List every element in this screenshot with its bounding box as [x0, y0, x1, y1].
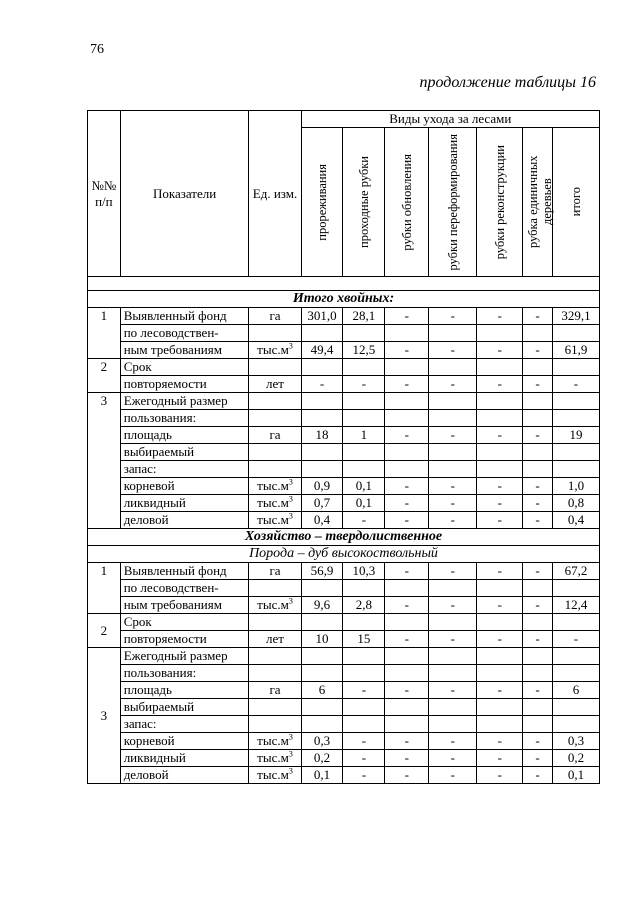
unit-cell — [249, 716, 301, 733]
value-cell — [523, 325, 553, 342]
value-cell: 9,6 — [301, 597, 343, 614]
value-cell: - — [385, 376, 429, 393]
value-cell — [523, 665, 553, 682]
forest-care-table — [87, 110, 600, 784]
table-row — [88, 512, 600, 529]
value-cell — [552, 444, 599, 461]
value-cell: - — [385, 495, 429, 512]
value-cell: - — [523, 427, 553, 444]
table-row — [88, 461, 600, 478]
value-cell: - — [523, 495, 553, 512]
value-cell: 6 — [301, 682, 343, 699]
value-cell: - — [429, 427, 477, 444]
value-cell — [343, 665, 385, 682]
indicator-label: Выявленный фонд — [120, 563, 249, 580]
value-cell: 0,7 — [301, 495, 343, 512]
value-cell — [477, 359, 523, 376]
value-cell — [523, 444, 553, 461]
table-row — [88, 750, 600, 767]
value-cell: 301,0 — [301, 308, 343, 325]
header-care-types: Виды ухода за лесами — [301, 111, 599, 128]
value-cell: 0,1 — [343, 478, 385, 495]
value-cell: - — [343, 376, 385, 393]
value-cell — [301, 444, 343, 461]
unit-cell: га — [249, 427, 301, 444]
value-cell: - — [429, 682, 477, 699]
value-cell: - — [552, 631, 599, 648]
value-cell: 0,3 — [301, 733, 343, 750]
header-indicators: Показатели — [120, 111, 249, 277]
value-cell — [385, 580, 429, 597]
value-cell: - — [385, 733, 429, 750]
value-cell: 67,2 — [552, 563, 599, 580]
value-cell — [477, 648, 523, 665]
value-cell: - — [523, 750, 553, 767]
indicator-label: Ежегодный размер — [120, 648, 249, 665]
value-cell: - — [523, 342, 553, 359]
value-cell — [343, 444, 385, 461]
table-row — [88, 427, 600, 444]
value-cell — [523, 410, 553, 427]
value-cell — [301, 699, 343, 716]
value-cell — [523, 580, 553, 597]
value-cell — [301, 580, 343, 597]
unit-cell — [249, 665, 301, 682]
value-cell — [385, 393, 429, 410]
indicator-label: по лесоводствен- — [120, 580, 249, 597]
unit-cell — [249, 580, 301, 597]
value-cell: 0,2 — [301, 750, 343, 767]
value-cell: - — [343, 682, 385, 699]
value-cell: - — [429, 767, 477, 784]
value-cell: - — [429, 512, 477, 529]
value-cell: - — [523, 631, 553, 648]
value-cell: - — [301, 376, 343, 393]
table-row — [88, 444, 600, 461]
value-cell: - — [343, 512, 385, 529]
value-cell: 0,9 — [301, 478, 343, 495]
value-cell — [523, 648, 553, 665]
value-cell: - — [385, 750, 429, 767]
value-cell: 56,9 — [301, 563, 343, 580]
value-cell — [552, 410, 599, 427]
value-cell: - — [385, 512, 429, 529]
value-cell: - — [477, 767, 523, 784]
value-cell: - — [343, 767, 385, 784]
indicator-label: корневой — [120, 733, 249, 750]
table-spacer-row — [88, 277, 600, 291]
row-number: 3 — [88, 648, 121, 784]
value-cell: 0,2 — [552, 750, 599, 767]
table-row — [88, 308, 600, 325]
indicator-label: Выявленный фонд — [120, 308, 249, 325]
value-cell — [301, 665, 343, 682]
value-cell: - — [523, 563, 553, 580]
value-cell — [343, 461, 385, 478]
value-cell — [301, 410, 343, 427]
unit-cell — [249, 393, 301, 410]
table-row — [88, 563, 600, 580]
section-title-hardwood: Хозяйство – твердолиственное — [88, 529, 600, 546]
header-col-renewal-cuttings: рубки обновления — [385, 128, 429, 277]
indicator-label: Срок — [120, 359, 249, 376]
value-cell — [552, 461, 599, 478]
value-cell — [429, 359, 477, 376]
unit-cell: $тыс.м^3$ — [249, 512, 301, 529]
value-cell: 10,3 — [343, 563, 385, 580]
unit-cell: $тыс.м^3$ — [249, 342, 301, 359]
row-number: 1 — [88, 308, 121, 359]
table-row — [88, 682, 600, 699]
value-cell: 10 — [301, 631, 343, 648]
value-cell: 329,1 — [552, 308, 599, 325]
header-col-single-tree-cutting: рубка единичных деревьев — [523, 128, 553, 277]
value-cell — [523, 716, 553, 733]
value-cell: - — [477, 512, 523, 529]
header-col-reformation-cuttings: рубки переформирования — [429, 128, 477, 277]
header-units: Ед. изм. — [249, 111, 301, 277]
value-cell — [301, 461, 343, 478]
value-cell — [343, 699, 385, 716]
value-cell: - — [429, 308, 477, 325]
value-cell — [477, 580, 523, 597]
value-cell — [343, 716, 385, 733]
table-row — [88, 716, 600, 733]
value-cell — [429, 716, 477, 733]
indicator-label: пользования: — [120, 410, 249, 427]
value-cell: 0,1 — [343, 495, 385, 512]
value-cell — [477, 665, 523, 682]
value-cell — [429, 699, 477, 716]
value-cell — [385, 325, 429, 342]
value-cell: - — [385, 308, 429, 325]
value-cell: - — [385, 631, 429, 648]
indicator-label: выбираемый — [120, 699, 249, 716]
value-cell — [385, 665, 429, 682]
value-cell — [477, 716, 523, 733]
value-cell — [552, 648, 599, 665]
value-cell — [343, 393, 385, 410]
table-row — [88, 767, 600, 784]
table-row — [88, 393, 600, 410]
indicator-label: Ежегодный размер — [120, 393, 249, 410]
value-cell — [385, 648, 429, 665]
unit-cell: га — [249, 308, 301, 325]
value-cell: 49,4 — [301, 342, 343, 359]
value-cell — [429, 410, 477, 427]
value-cell — [429, 461, 477, 478]
value-cell: 28,1 — [343, 308, 385, 325]
value-cell: - — [429, 342, 477, 359]
value-cell: - — [523, 597, 553, 614]
table-row — [88, 733, 600, 750]
unit-cell: $тыс.м^3$ — [249, 733, 301, 750]
table-row — [88, 580, 600, 597]
value-cell: 0,1 — [301, 767, 343, 784]
value-cell — [429, 614, 477, 631]
table-row — [88, 495, 600, 512]
value-cell — [343, 614, 385, 631]
unit-cell — [249, 461, 301, 478]
table-row — [88, 342, 600, 359]
value-cell: 6 — [552, 682, 599, 699]
value-cell: 18 — [301, 427, 343, 444]
value-cell: 1,0 — [552, 478, 599, 495]
table-row — [88, 699, 600, 716]
table-row — [88, 478, 600, 495]
value-cell — [523, 359, 553, 376]
value-cell — [552, 699, 599, 716]
value-cell: - — [429, 563, 477, 580]
unit-cell — [249, 648, 301, 665]
value-cell: - — [523, 512, 553, 529]
unit-cell: лет — [249, 376, 301, 393]
value-cell: - — [477, 342, 523, 359]
value-cell: - — [385, 767, 429, 784]
indicator-label: ликвидный — [120, 750, 249, 767]
value-cell — [552, 580, 599, 597]
value-cell: - — [477, 631, 523, 648]
value-cell — [301, 614, 343, 631]
indicator-label: повторяемости — [120, 631, 249, 648]
unit-cell — [249, 444, 301, 461]
value-cell: - — [523, 733, 553, 750]
unit-cell: га — [249, 682, 301, 699]
value-cell — [301, 359, 343, 376]
unit-cell: лет — [249, 631, 301, 648]
header-col-total: итого — [552, 128, 599, 277]
table-row — [88, 410, 600, 427]
indicator-label: ным требованиям — [120, 342, 249, 359]
indicator-label: ликвидный — [120, 495, 249, 512]
value-cell — [301, 648, 343, 665]
value-cell — [385, 359, 429, 376]
value-cell — [477, 699, 523, 716]
value-cell: - — [385, 478, 429, 495]
value-cell: - — [429, 597, 477, 614]
value-cell — [385, 614, 429, 631]
value-cell — [477, 461, 523, 478]
table-row — [88, 376, 600, 393]
value-cell: - — [477, 478, 523, 495]
value-cell — [343, 325, 385, 342]
row-number: 2 — [88, 359, 121, 393]
value-cell — [552, 325, 599, 342]
indicator-label: деловой — [120, 512, 249, 529]
section-title-conifers: Итого хвойных: — [88, 291, 600, 308]
value-cell: - — [523, 376, 553, 393]
value-cell: - — [477, 495, 523, 512]
value-cell: - — [343, 750, 385, 767]
value-cell — [343, 359, 385, 376]
header-col-thinning: прореживания — [301, 128, 343, 277]
indicator-label: площадь — [120, 427, 249, 444]
value-cell: - — [477, 733, 523, 750]
value-cell: - — [477, 750, 523, 767]
value-cell: - — [343, 733, 385, 750]
unit-cell — [249, 359, 301, 376]
unit-cell — [249, 325, 301, 342]
unit-cell: $тыс.м^3$ — [249, 767, 301, 784]
value-cell: - — [523, 308, 553, 325]
value-cell: - — [385, 682, 429, 699]
value-cell — [552, 393, 599, 410]
value-cell — [301, 393, 343, 410]
unit-cell — [249, 614, 301, 631]
value-cell — [429, 580, 477, 597]
value-cell — [385, 444, 429, 461]
value-cell: - — [385, 597, 429, 614]
indicator-label: пользования: — [120, 665, 249, 682]
value-cell — [429, 665, 477, 682]
value-cell: 12,5 — [343, 342, 385, 359]
row-number: 3 — [88, 393, 121, 529]
value-cell: 0,3 — [552, 733, 599, 750]
value-cell — [523, 461, 553, 478]
unit-cell — [249, 410, 301, 427]
value-cell — [301, 716, 343, 733]
value-cell — [552, 716, 599, 733]
value-cell — [429, 393, 477, 410]
value-cell: - — [477, 427, 523, 444]
value-cell — [429, 325, 477, 342]
value-cell: 12,4 — [552, 597, 599, 614]
table-row — [88, 597, 600, 614]
row-number: 1 — [88, 563, 121, 614]
value-cell — [523, 614, 553, 631]
indicator-label: выбираемый — [120, 444, 249, 461]
value-cell — [477, 393, 523, 410]
value-cell — [301, 325, 343, 342]
value-cell: - — [429, 478, 477, 495]
indicator-label: запас: — [120, 461, 249, 478]
indicator-label: повторяемости — [120, 376, 249, 393]
value-cell — [343, 648, 385, 665]
section-subtitle-oak: Порода – дуб высокоствольный — [88, 546, 600, 563]
value-cell: 0,4 — [301, 512, 343, 529]
header-col-passage-cuttings: проходные рубки — [343, 128, 385, 277]
unit-cell: $тыс.м^3$ — [249, 495, 301, 512]
unit-cell: $тыс.м^3$ — [249, 478, 301, 495]
value-cell: 2,8 — [343, 597, 385, 614]
value-cell — [385, 461, 429, 478]
value-cell — [523, 393, 553, 410]
value-cell — [343, 580, 385, 597]
page-number: 76 — [90, 42, 104, 57]
value-cell: 19 — [552, 427, 599, 444]
value-cell — [343, 410, 385, 427]
value-cell — [552, 614, 599, 631]
value-cell: - — [523, 478, 553, 495]
table-row — [88, 359, 600, 376]
table-row — [88, 631, 600, 648]
value-cell — [552, 359, 599, 376]
value-cell: - — [385, 427, 429, 444]
value-cell — [429, 444, 477, 461]
value-cell: - — [477, 682, 523, 699]
value-cell: - — [477, 563, 523, 580]
table-row — [88, 665, 600, 682]
value-cell: 0,4 — [552, 512, 599, 529]
indicator-label: по лесоводствен- — [120, 325, 249, 342]
unit-cell: $тыс.м^3$ — [249, 750, 301, 767]
indicator-label: запас: — [120, 716, 249, 733]
value-cell — [477, 410, 523, 427]
value-cell — [385, 699, 429, 716]
value-cell: - — [385, 342, 429, 359]
row-number: 2 — [88, 614, 121, 648]
value-cell: - — [552, 376, 599, 393]
indicator-label: Срок — [120, 614, 249, 631]
indicator-label: деловой — [120, 767, 249, 784]
value-cell — [429, 648, 477, 665]
value-cell: - — [477, 308, 523, 325]
table-row — [88, 614, 600, 631]
table-row — [88, 648, 600, 665]
value-cell: 0,8 — [552, 495, 599, 512]
table-row — [88, 325, 600, 342]
indicator-label: корневой — [120, 478, 249, 495]
value-cell: - — [385, 563, 429, 580]
value-cell: - — [477, 376, 523, 393]
value-cell — [477, 444, 523, 461]
value-cell: - — [429, 750, 477, 767]
value-cell: 61,9 — [552, 342, 599, 359]
header-col-reconstruction-cuttings: рубки реконструкции — [477, 128, 523, 277]
value-cell — [552, 665, 599, 682]
value-cell: - — [523, 767, 553, 784]
unit-cell: $тыс.м^3$ — [249, 597, 301, 614]
value-cell: 1 — [343, 427, 385, 444]
value-cell — [385, 716, 429, 733]
value-cell — [477, 614, 523, 631]
value-cell: - — [429, 631, 477, 648]
value-cell — [477, 325, 523, 342]
table-continuation-caption: продолжение таблицы 16 — [419, 74, 596, 91]
value-cell: - — [477, 597, 523, 614]
value-cell: 0,1 — [552, 767, 599, 784]
value-cell: - — [523, 682, 553, 699]
value-cell — [523, 699, 553, 716]
value-cell: - — [429, 733, 477, 750]
value-cell: 15 — [343, 631, 385, 648]
header-num: №№ п/п — [88, 111, 121, 277]
unit-cell: га — [249, 563, 301, 580]
value-cell — [385, 410, 429, 427]
indicator-label: ным требованиям — [120, 597, 249, 614]
unit-cell — [249, 699, 301, 716]
value-cell: - — [429, 376, 477, 393]
indicator-label: площадь — [120, 682, 249, 699]
value-cell: - — [429, 495, 477, 512]
